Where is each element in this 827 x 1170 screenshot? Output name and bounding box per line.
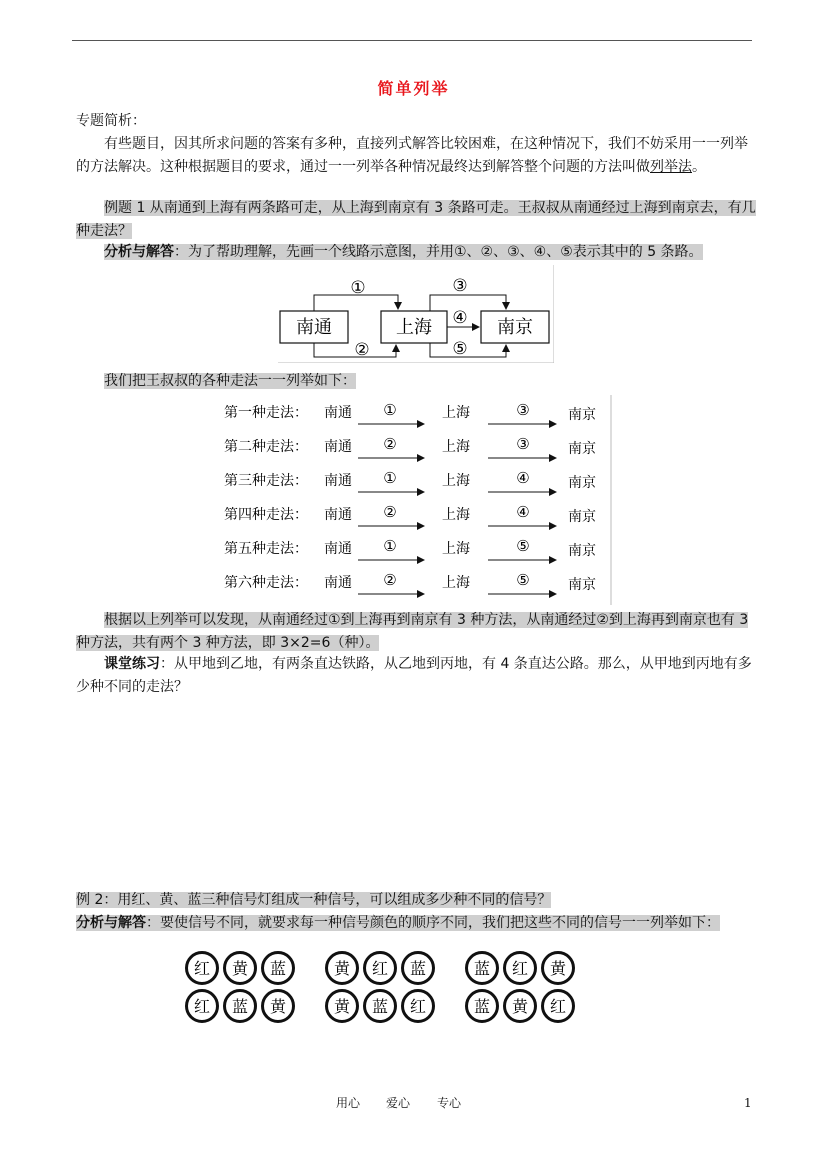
route-row-to: 南京: [568, 475, 596, 491]
route-2-label: ②: [354, 340, 370, 360]
route-row-road-2: ④: [516, 503, 530, 521]
signal-light-color: 红: [193, 959, 211, 978]
signal-light-color: 蓝: [269, 959, 287, 978]
intro-end: 。: [692, 159, 706, 175]
signal-group: [187, 953, 294, 984]
signal-light-color: 黄: [549, 959, 567, 978]
example2-analysis: [76, 912, 758, 935]
route-row-from: 南通: [324, 405, 352, 421]
route-row-road-1: ②: [383, 435, 397, 453]
route-row-road-1: ②: [383, 503, 397, 521]
route-row: [224, 435, 596, 458]
route-row-road-2: ④: [516, 469, 530, 487]
route-row-road-1: ①: [383, 537, 397, 555]
route-row: [224, 537, 596, 560]
route-4-label: ④: [452, 308, 468, 328]
route-row-road-2: ③: [516, 401, 530, 419]
page-title: 简单列举: [377, 79, 450, 98]
route-row-label: 第四种走法：: [224, 507, 308, 523]
route-row-mid: 上海: [442, 541, 470, 557]
signal-light-color: 红: [193, 997, 211, 1016]
route-row-road-2: ③: [516, 435, 530, 453]
signal-light-color: 蓝: [473, 997, 491, 1016]
route-row: [224, 503, 596, 526]
city-shanghai: 上海: [396, 317, 432, 338]
signal-light-color: 蓝: [371, 997, 389, 1016]
signal-light-color: 黄: [511, 997, 529, 1016]
route-row-road-1: ①: [383, 469, 397, 487]
intro-paragraph: [76, 133, 758, 179]
route-row: [224, 401, 596, 424]
city-nanjing: 南京: [497, 317, 533, 338]
route-row-road-2: ⑤: [516, 571, 530, 589]
route-rows: [224, 401, 596, 594]
exercise-label: 课堂练习: [104, 656, 160, 672]
route-row-from: 南通: [324, 575, 352, 591]
route-row-label: 第二种走法：: [224, 439, 308, 455]
route-row-label: 第三种走法：: [224, 473, 308, 489]
signal-light-color: 黄: [231, 959, 249, 978]
route-row-mid: 上海: [442, 473, 470, 489]
route-1-label: ①: [350, 278, 366, 298]
route-list: [218, 395, 612, 605]
exercise: [76, 653, 758, 699]
signal-light-color: 蓝: [409, 959, 427, 978]
route-row-mid: 上海: [442, 439, 470, 455]
signal-light-color: 蓝: [473, 959, 491, 978]
signal-light-color: 黄: [333, 959, 351, 978]
example1-question-text: 例题 1 从南通到上海有两条路可走，从上海到南京有 3 条路可走。王叔叔从南通经过上海到南京去，有几种走法？: [76, 200, 756, 239]
signal-light-color: 黄: [269, 997, 287, 1016]
signal-group: [327, 991, 434, 1022]
signal-light-color: 红: [511, 959, 529, 978]
intro-heading: 专题简析：: [76, 113, 146, 129]
example2-analysis-label: 分析与解答: [76, 915, 146, 931]
example1-analysis: [76, 241, 758, 264]
route-row-to: 南京: [568, 441, 596, 457]
example2-question: [76, 889, 758, 912]
route-row-to: 南京: [568, 543, 596, 559]
header-rule: [72, 40, 752, 41]
city-nantong: 南通: [296, 317, 332, 338]
route-row: [224, 571, 596, 594]
routes-intro: [76, 370, 758, 393]
example1-question: [76, 197, 758, 243]
intro-text: 有些题目，因其所求问题的答案有多种，直接列式解答比较困难，在这种情况下，我们不妨采用一一列举的方法解决。这种根据题目的要求，通过一一列举各种情况最终达到解答整个问题的方法叫做: [76, 136, 748, 175]
routes-intro-text: 我们把王叔叔的各种走法一一列举如下：: [104, 373, 356, 389]
route-row-road-1: ①: [383, 401, 397, 419]
route-row-road-2: ⑤: [516, 537, 530, 555]
signal-light-color: 红: [409, 997, 427, 1016]
route-row-from: 南通: [324, 541, 352, 557]
route-3-line: [430, 295, 506, 311]
example1-conclusion-text: 根据以上列举可以发现，从南通经过①到上海再到南京有 3 种方法，从南通经过②到上海再到南京也有 3 种方法，共有两个 3 种方法，即 3×2=6（种）。: [76, 612, 749, 651]
signal-groups: [187, 953, 574, 1022]
route-row-to: 南京: [568, 407, 596, 423]
route-5-label: ⑤: [452, 339, 468, 359]
route-row: [224, 469, 596, 492]
route-row-mid: 上海: [442, 507, 470, 523]
route-row-label: 第五种走法：: [224, 541, 308, 557]
signal-light-color: 黄: [333, 997, 351, 1016]
signal-group: [187, 991, 294, 1022]
example1-conclusion: [76, 609, 758, 655]
route-row-mid: 上海: [442, 575, 470, 591]
route-row-road-1: ②: [383, 571, 397, 589]
signal-lights: [180, 948, 590, 1028]
route-row-from: 南通: [324, 473, 352, 489]
example2-analysis-text: ：要使信号不同，就要求每一种信号颜色的顺序不同，我们把这些不同的信号一一列举如下：: [146, 915, 720, 931]
route-row-to: 南京: [568, 577, 596, 593]
example2-question-text: 例 2：用红、黄、蓝三种信号灯组成一种信号，可以组成多少种不同的信号？: [76, 892, 552, 908]
footer-word-1: 用心: [336, 1096, 361, 1110]
example1-analysis-text: ：为了帮助理解，先画一个线路示意图，并用①、②、③、④、⑤表示其中的 5 条路。: [174, 244, 703, 260]
signal-light-color: 红: [549, 997, 567, 1016]
signal-group: [467, 953, 574, 984]
footer-word-2: 爱心: [386, 1096, 411, 1110]
route-5-line: [430, 343, 506, 357]
exercise-text: ：从甲地到乙地，有两条直达铁路，从乙地到丙地，有 4 条直达公路。那么，从甲地到丙地有多少种不同的走法？: [76, 656, 752, 695]
route-row-mid: 上海: [442, 405, 470, 421]
route-row-from: 南通: [324, 439, 352, 455]
route-row-to: 南京: [568, 509, 596, 525]
route-diagram: [278, 265, 554, 363]
signal-light-color: 蓝: [231, 997, 249, 1016]
page-number: 1: [744, 1096, 752, 1110]
signal-group: [327, 953, 434, 984]
signal-light-color: 红: [371, 959, 389, 978]
footer-word-3: 专心: [437, 1096, 462, 1110]
route-row-from: 南通: [324, 507, 352, 523]
route-row-label: 第一种走法：: [224, 405, 308, 421]
route-row-label: 第六种走法：: [224, 575, 308, 591]
route-3-label: ③: [452, 276, 468, 296]
signal-group: [467, 991, 574, 1022]
term-liejufa: 列举法: [650, 159, 692, 175]
example1-analysis-label: 分析与解答: [104, 244, 174, 260]
